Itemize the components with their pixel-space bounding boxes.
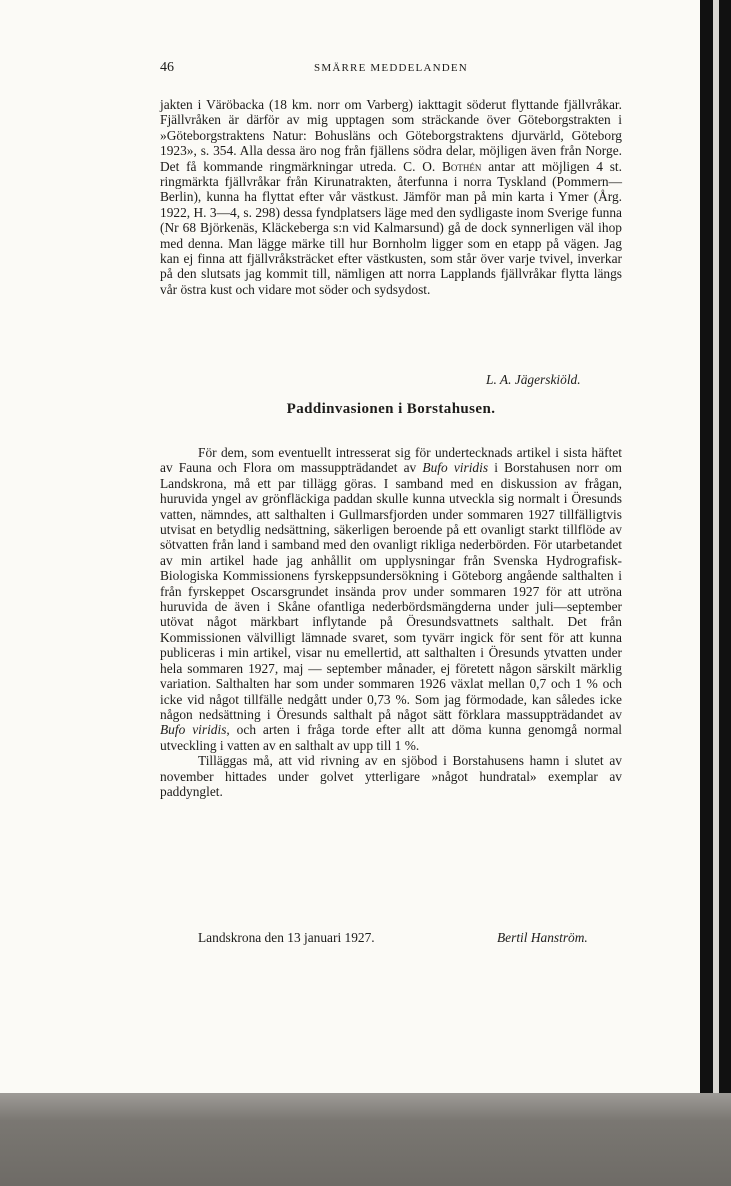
- article1-text-a: jakten i Väröbacka (18 km. norr om Varberg) iakttagit söderut flyttande fjällvråkar. Fjällvråken är därför av mig upptagen som sträckande över Göteborgstrakten i »Göteborgstraktens Natur: Bohusläns och Göteborgstraktens djurvärld, Göteborg 1923», s. 354. Alla dessa äro nog från fjällens södra delar, möjligen även från Norge. Det få kommande ringmärkningar utreda. C. O.: [160, 97, 622, 174]
- article2-signature: Bertil Hanström.: [497, 930, 588, 945]
- article1-signature: L. A. Jägerskiöld.: [486, 372, 581, 387]
- article2-text-b: i Borstahusen norr om Landskrona, må ett par tillägg göras. I samband med en diskussion av frågan, huruvida yngel av grönfläckiga paddan skulle kunna utveckla sig normalt i Öresunds vatten, nämndes, att salthalten i Gullmarsfjorden under sommaren 1927 tillfälligtvis utvisat en betydlig nedsättning, säkerligen beroende på ett ovanligt starkt tillflöde av sötvatten från land i samband med den ovanligt rikliga nederbörden. För utarbetandet av min artikel hade jag anhållit om upplysningar från Svenska Hydrografisk-Biologiska Kommissionens fyrskeppsundersökning i Göteborg angående salthalten i från fyrskeppet Oscarsgrundet insända prov under sommaren 1927 för att utröna huruvida de även i Skåne ofantliga nederbördsmängderna under juli—september utövat något märkbart inflytande på Öresundsvattnets salthalt. Det från Kommissionen välvilligt lämnade svaret, som tyvärr ingick för sent för att kunna publiceras i min artikel, visar nu emellertid, att salthalten i Öresunds ytvatten under hela sommaren 1927, maj — september månader, ej företett någon särskilt märklig variation. Salthalten har som under sommaren 1926 växlat mellan 0,7 och 1 % och icke vid något tillfälle nedgått under 0,73 %. Som jag förmodade, kan således icke någon nedsättning i Öresunds salthalt på något sätt förklara massuppträdandet av: [160, 460, 622, 722]
- scan-border-bottom: [0, 1093, 731, 1186]
- page-header: [160, 60, 622, 80]
- species-name: Bufo viridis: [422, 460, 489, 476]
- article2-paragraph-2: Tilläggas må, att vid rivning av en sjöbod i Borstahusens hamn i slutet av november hittades under golvet ytterligare »något hundratal» exemplar av paddynglet.: [160, 753, 622, 799]
- article2-paragraph-1: [160, 445, 622, 753]
- dateline: Landskrona den 13 januari 1927.: [198, 930, 375, 945]
- article2-body: [160, 445, 622, 799]
- species-name: Bufo viridis: [160, 722, 227, 738]
- article2-text-a: För dem, som eventuellt intresserat sig för undertecknads artikel i sista häftet av Fauna och Flora om massuppträdandet av: [160, 445, 622, 476]
- article2-text-c: , och arten i fråga torde efter allt att döma kunna genomgå normal utveckling i vatten av en salthalt av upp till 1 %.: [160, 722, 622, 753]
- article-continuation: [160, 97, 622, 297]
- article1-text-b: antar att möjligen 4 st. ringmärkta fjällvråkar från Kirunatrakten, återfunna i norra Tyskland (Pommern—Berlin), kunna ha flyttat efter vår västkust. Jämför man på min karta i Ymer (Årg. 1922, H. 3—4, s. 298) dessa fyndplatsers läge med den sydligaste inom Sverige funna (Nr 68 Björkenäs, Kläckeberga s:n vid Kalmarsund) gå de dock synnerligen väl ihop med denna. Man lägge märke till hur Bornholm ligger som en etapp på vägen. Jag kan ej finna att fjällvråksträcket efter västkusten, som står över varje tvivel, inverkar på den slutsats jag kommit till, nämligen att norra Lapplands fjällvråkar flytta längs vår östra kust och vidare mot söder och sydsydost.: [160, 158, 622, 297]
- article1-paragraph: [160, 97, 622, 297]
- running-head: SMÄRRE MEDDELANDEN: [314, 62, 468, 74]
- article-title: Paddinvasionen i Borstahusen.: [286, 401, 496, 417]
- scan-page-edge: [713, 0, 719, 1186]
- page-number: 46: [160, 60, 174, 75]
- author-name-bothen: Bothén: [442, 158, 482, 174]
